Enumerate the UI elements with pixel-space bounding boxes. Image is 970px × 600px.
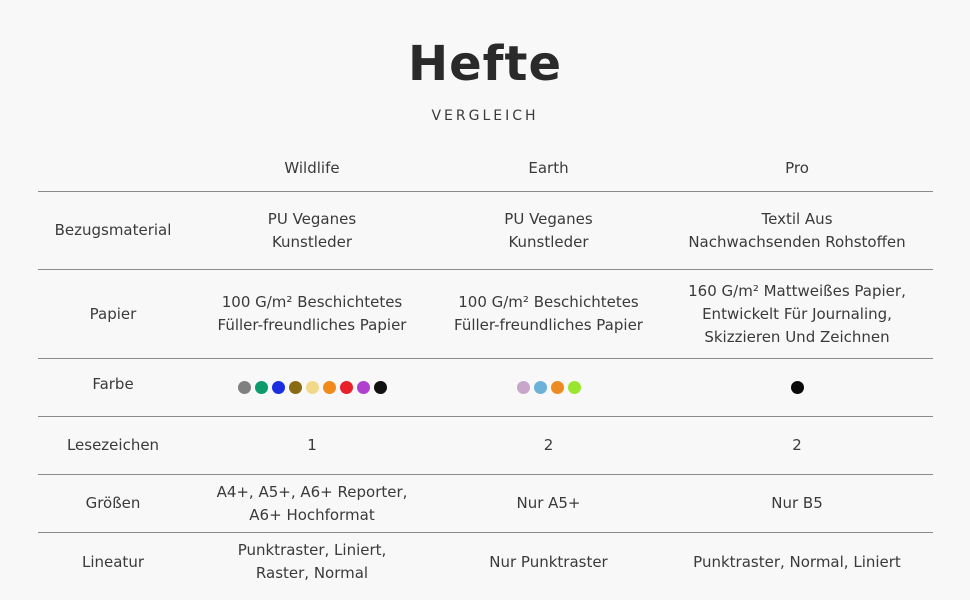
color-swatch <box>517 381 530 394</box>
cell-pro: Punktraster, Normal, Liniert <box>693 552 901 571</box>
cell-earth: PU Veganes Kunstleder <box>504 209 593 251</box>
row-label: Bezugsmaterial <box>54 221 172 239</box>
column-header-pro: Pro <box>785 158 809 177</box>
row-label: Lineatur <box>81 552 144 571</box>
color-swatch <box>255 381 268 394</box>
row-label: Größen <box>85 494 141 512</box>
table-row-groessen <box>38 475 933 533</box>
cell-earth: 2 <box>543 436 554 454</box>
cell-earth <box>436 358 661 417</box>
table-row-lineatur <box>38 533 933 591</box>
color-swatches-wildlife <box>188 381 436 394</box>
color-swatches-earth <box>436 381 661 394</box>
column-header-earth: Earth <box>528 158 569 177</box>
column-header-wildlife: Wildlife <box>284 158 340 177</box>
table-row-papier <box>38 270 933 359</box>
row-label: Farbe <box>92 375 134 393</box>
color-swatch <box>357 381 370 394</box>
table-row-bezugsmaterial <box>38 192 933 270</box>
cell-earth: 100 G/m² Beschichtetes Füller-freundliches Papier <box>454 293 643 334</box>
color-swatch <box>238 381 251 394</box>
color-swatch <box>551 381 564 394</box>
color-swatch <box>791 381 804 394</box>
color-swatch <box>323 381 336 394</box>
cell-earth: Nur Punktraster <box>489 552 608 571</box>
cell-pro: 160 G/m² Mattweißes Papier, Entwickelt Für Journaling, Skizzieren Und Zeichnen <box>688 281 906 346</box>
color-swatch <box>374 381 387 394</box>
cell-pro: Textil Aus Nachwachsenden Rohstoffen <box>688 209 906 251</box>
color-swatch <box>289 381 302 394</box>
comparison-table <box>38 145 933 591</box>
cell-wildlife <box>188 358 436 417</box>
row-label: Lesezeichen <box>66 436 160 454</box>
cell-wildlife: Punktraster, Liniert, Raster, Normal <box>237 541 387 582</box>
color-swatch <box>340 381 353 394</box>
color-swatches-pro <box>661 381 933 394</box>
page-subtitle: VERGLEICH <box>431 108 539 124</box>
cell-pro: 2 <box>792 436 802 454</box>
cell-pro: Nur B5 <box>771 494 823 512</box>
cell-pro <box>661 358 933 417</box>
table-header-row <box>38 145 933 192</box>
cell-earth: Nur A5+ <box>516 494 581 512</box>
table-row-lesezeichen <box>38 417 933 475</box>
color-swatch <box>568 381 581 394</box>
color-swatch <box>306 381 319 394</box>
row-label: Papier <box>89 304 137 323</box>
cell-wildlife: PU Veganes Kunstleder <box>267 209 357 251</box>
cell-wildlife: A4+, A5+, A6+ Reporter, A6+ Hochformat <box>216 482 408 524</box>
cell-wildlife: 1 <box>307 436 317 454</box>
cell-wildlife: 100 G/m² Beschichtetes Füller-freundliches Papier <box>217 293 407 334</box>
color-swatch <box>534 381 547 394</box>
color-swatch <box>272 381 285 394</box>
table-row-farbe <box>38 359 933 417</box>
page-title: Hefte <box>407 36 563 92</box>
